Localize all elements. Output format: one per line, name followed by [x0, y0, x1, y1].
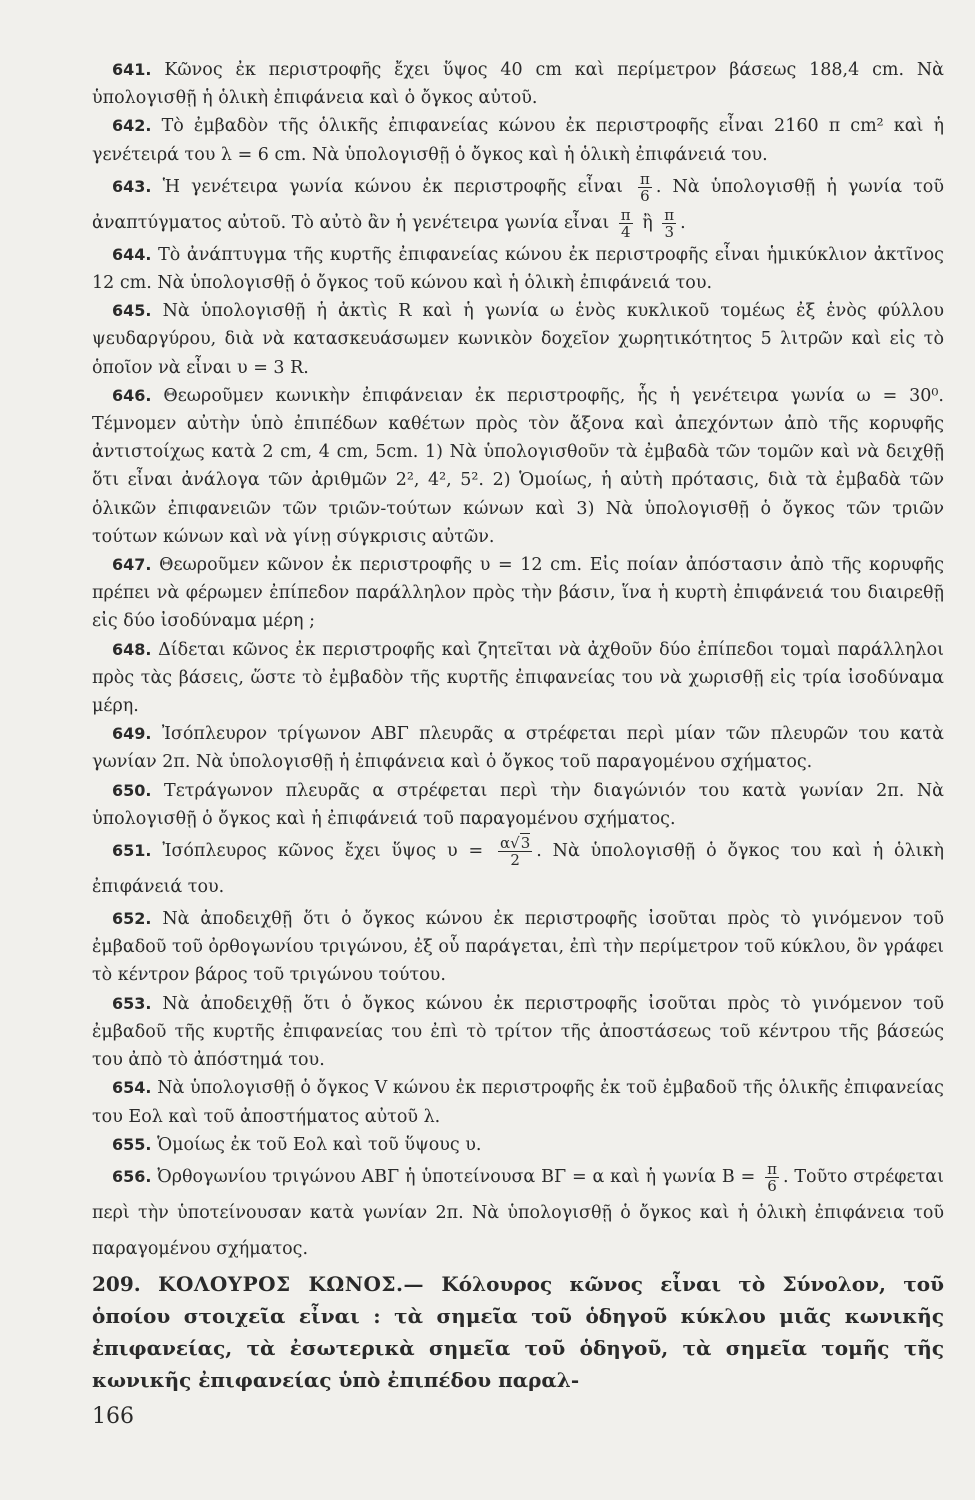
problem-number: 649. — [112, 724, 152, 744]
problem-text: Ἰσόπλευρος κῶνος ἔχει ὕψος υ = — [162, 841, 484, 862]
problem-text: . Νὰ ὑπολογισθῇ ἡ γωνία τοῦ ἀναπτύγματος αὐτοῦ. Τὸ αὐτὸ ἂν ἡ γενέτειρα γωνία εἶναι — [92, 176, 944, 233]
problem-645 — [92, 297, 944, 382]
fraction-pi-over-4: $\frac{\pi}{4}$ — [620, 205, 631, 241]
problem-653 — [92, 990, 944, 1075]
problem-text: Ὁμοίως ἐκ τοῦ Εολ καὶ τοῦ ὕψους υ. — [157, 1134, 482, 1155]
problem-655 — [92, 1131, 944, 1159]
fraction-pi-over-6: $\frac{\pi}{6}$ — [639, 169, 650, 205]
problem-648 — [92, 636, 944, 721]
problem-text: Νὰ ἀποδειχθῇ ὅτι ὁ ὄγκος κώνου ἐκ περιστροφῆς ἰσοῦται πρὸς τὸ γινόμενον τοῦ ἐμβαδοῦ τοῦ ὀρθογωνίου τριγώνου, ἐξ οὗ παράγεται, ἐπὶ τὴν περίμετρον τοῦ κύκλου, ὃν γράφει τὸ κέντρον βάρος τοῦ τριγώνου τούτου. — [92, 909, 944, 986]
problem-643: 643. Ἡ γενέτειρα γωνία κώνου ἐκ περιστροφῆς εἶναι $\frac{\pi}{6}$ . Νὰ ὑπολογισθῇ ἡ γωνία τοῦ ἀναπτύγματος αὐτοῦ. Τὸ αὐτὸ ἂν ἡ γενέτειρα γωνία εἶναι $\frac{\pi}{4}$ ἢ $\frac{\pi}{3}$ . — [92, 169, 944, 241]
problem-text: Νὰ ὑπολογισθῇ ἡ ἀκτὶς R καὶ ἡ γωνία ω ἑνὸς κυκλικοῦ τομέως ἐξ ἑνὸς φύλλου ψευδαργύρου, διὰ νὰ κατασκευάσωμεν κωνικὸν δοχεῖον χωρητικότητος 5 λιτρῶν καὶ εἰς τὸ ὁποῖον νὰ εἶναι υ = 3 R. — [92, 301, 944, 378]
problem-text: Τετράγωνον πλευρᾶς α στρέφεται περὶ τὴν διαγώνιόν του κατὰ γωνίαν 2π. Νὰ ὑπολογισθῇ ὁ ὄγκος καὶ ἡ ἐπιφάνειά τοῦ παραγομένου σχήματος. — [92, 780, 944, 829]
section-text: Κόλουρος κῶνος εἶναι τὸ Σύνολον, τοῦ ὁποίου στοιχεῖα εἶναι : τὰ σημεῖα τοῦ ὁδηγοῦ κύκλου μιᾶς κωνικῆς ἐπιφανείας, τὰ ἐσωτερικὰ σημεῖα τοῦ ὁδηγοῦ, τὰ σημεῖα τομῆς τῆς κωνικῆς ἐπιφανείας ὑπὸ ἐπιπέδου παραλ- — [92, 1272, 944, 1392]
problem-number: 655. — [112, 1134, 152, 1154]
problem-number: 642. — [112, 116, 152, 136]
problem-642 — [92, 112, 944, 168]
problem-text: Θεωροῦμεν κωνικὴν ἐπιφάνειαν ἐκ περιστροφῆς, ἧς ἡ γενέτειρα γωνία ω = 30⁰. Τέμνομεν αὐτὴν ὑπὸ ἐπιπέδων καθέτων πρὸς τὸν ἄξονα καὶ ἀπεχόντων ἀπὸ τῆς κορυφῆς ἀντιστοίχως κατὰ 2 cm, 4 cm, 5cm. 1) Νὰ ὑπολογισθοῦν τὰ ἐμβαδὰ τῶν τομῶν καὶ νὰ δειχθῇ ὅτι εἶναι ἀνάλογα τῶν ἀριθμῶν 2², 4², 5². 2) Ὁμοίως, ἡ αὐτὴ πρότασις, διὰ τὰ ἐμβαδὰ τῶν ὁλικῶν ἐπιφανειῶν τῶν τριῶν-τούτων κώνων καὶ 3) Νὰ ὑπολογισθῇ ὁ ὄγκος τῶν τριῶν τούτων κώνων καὶ νὰ γίνῃ σύγκρισις αὐτῶν. — [92, 385, 944, 547]
section-number: 209. — [92, 1272, 141, 1296]
problem-651 — [92, 833, 944, 905]
problem-number: 645. — [112, 301, 152, 321]
problem-text: Δίδεται κῶνος ἐκ περιστροφῆς καὶ ζητεῖται νὰ ἀχθοῦν δύο ἐπίπεδοι τομαὶ παράλληλοι πρὸς τὰς βάσεις, ὥστε τὸ ἐμβαδὸν τῆς κυρτῆς ἐπιφανείας του νὰ χωρισθῇ εἰς τρία ἰσοδύναμα μέρη. — [92, 639, 944, 717]
problem-text: Ὀρθογωνίου τριγώνου ΑΒΓ ἡ ὑποτείνουσα ΒΓ = α καὶ ἡ γωνία Β = — [157, 1166, 756, 1187]
problem-647 — [92, 551, 944, 636]
problem-text: Νὰ ὑπολογισθῇ ὁ ὄγκος V κώνου ἐκ περιστροφῆς ἐκ τοῦ ἐμβαδοῦ τῆς ὁλικῆς ἐπιφανείας του Εολ καὶ τοῦ ἀποστήματος αὐτοῦ λ. — [92, 1078, 944, 1127]
fraction-pi-over-6: $\frac{\pi}{6}$ — [767, 1159, 777, 1195]
problem-number: 652. — [112, 909, 152, 929]
problem-text: Ἰσόπλευρον τρίγωνον ΑΒΓ πλευρᾶς α στρέφεται περὶ μίαν τῶν πλευρῶν του κατὰ γωνίαν 2π. Νὰ ὑπολογισθῇ ἡ ἐπιφάνεια καὶ ὁ ὄγκος τοῦ παραγομένου σχήματος. — [92, 724, 944, 773]
fraction-a-root3-over-2: $\frac{\alpha√3}{2}$ — [500, 834, 531, 870]
problem-number: 653. — [112, 993, 152, 1013]
problem-650 — [92, 777, 944, 833]
problem-number: 644. — [112, 244, 152, 264]
problem-644 — [92, 241, 944, 297]
problem-text: Τὸ ἐμβαδὸν τῆς ὁλικῆς ἐπιφανείας κώνου ἐκ περιστροφῆς εἶναι 2160 π cm² καὶ ἡ γενέτειρά του λ = 6 cm. Νὰ ὑπολογισθῇ ὁ ὄγκος καὶ ἡ ὁλικὴ ἐπιφάνειά του. — [92, 116, 944, 165]
problem-652 — [92, 905, 944, 990]
problem-641 — [92, 56, 944, 112]
problem-654 — [92, 1074, 944, 1130]
problem-number: 643. — [112, 176, 152, 196]
page-number: 166 — [92, 1404, 134, 1429]
problem-number: 654. — [112, 1078, 152, 1098]
problem-text: Τὸ ἀνάπτυγμα τῆς κυρτῆς ἐπιφανείας κώνου ἐκ περιστροφῆς εἶναι ἡμικύκλιον ἀκτῖνος 12 cm. Νὰ ὑπολογισθῇ ὁ ὄγκος τοῦ κώνου καὶ ἡ ὁλικὴ ἐπιφάνειά του. — [92, 244, 944, 294]
fraction-pi-over-3: $\frac{\pi}{3}$ — [664, 205, 675, 241]
problem-text: Κῶνος ἐκ περιστροφῆς ἔχει ὕψος 40 cm καὶ περίμετρον βάσεως 188,4 cm. Νὰ ὑπολογισθῇ ἡ ὁλικὴ ἐπιφάνεια καὶ ὁ ὄγκος αὐτοῦ. — [92, 60, 944, 109]
section-title: ΚΟΛΟΥΡΟΣ ΚΩΝΟΣ.— — [158, 1272, 425, 1296]
problem-656 — [92, 1159, 944, 1267]
problem-649 — [92, 720, 944, 776]
problem-number: 641. — [112, 60, 152, 79]
section-209 — [92, 1268, 944, 1396]
problem-text: Θεωροῦμεν κῶνον ἐκ περιστροφῆς υ = 12 cm. Εἰς ποίαν ἀπόστασιν ἀπὸ τῆς κορυφῆς πρέπει νὰ φέρωμεν ἐπίπεδον παράλληλον πρὸς τὴν βάσιν, ἵνα ἡ κυρτὴ ἐπιφάνειά του διαιρεθῇ εἰς δύο ἰσοδύναμα μέρη ; — [92, 555, 944, 632]
problem-text: Νὰ ἀποδειχθῇ ὅτι ὁ ὄγκος κώνου ἐκ περιστροφῆς ἰσοῦται πρὸς τὸ γινόμενον τοῦ ἐμβαδοῦ τῆς κυρτῆς ἐπιφανείας του ἐπὶ τὸ τρίτον τῆς ἀποστάσεως τοῦ κέντρου τῆς βάσεώς του ἀπὸ τὸ ἀπόστημά του. — [92, 993, 944, 1071]
problem-number: 648. — [112, 639, 152, 659]
exercises-block — [92, 56, 944, 1267]
problem-number: 650. — [112, 780, 152, 800]
problem-number: 647. — [112, 555, 152, 575]
problem-number: 651. — [112, 841, 152, 861]
problem-text: Ἡ γενέτειρα γωνία κώνου ἐκ περιστροφῆς εἶναι — [162, 176, 623, 197]
problem-646 — [92, 382, 944, 551]
problem-text: . Τοῦτο στρέφεται περὶ τὴν ὑποτείνουσαν κατὰ γωνίαν 2π. Νὰ ὑπολογισθῇ ὁ ὄγκος καὶ ἡ ὁλικὴ ἐπιφάνεια τοῦ παραγομένου σχήματος. — [92, 1166, 944, 1259]
problem-text: ἢ — [642, 212, 653, 233]
problem-text: . Νὰ ὑπολογισθῇ ὁ ὄγκος του καὶ ἡ ὁλικὴ ἐπιφάνειά του. — [92, 841, 944, 898]
problem-number: 656. — [112, 1166, 152, 1186]
problem-number: 646. — [112, 385, 152, 405]
